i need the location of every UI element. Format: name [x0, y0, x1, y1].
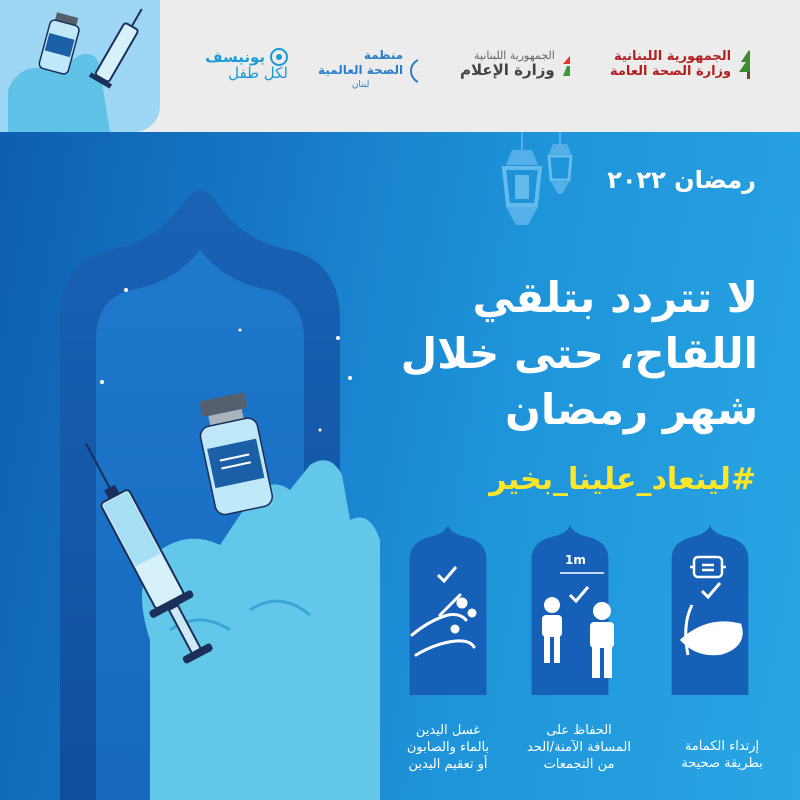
who-emblem-icon — [409, 57, 418, 85]
tip-hands-line1: غسل اليدين — [415, 723, 481, 738]
hashtag: #لينعاد_علينا_بخير — [489, 462, 756, 497]
unicef-logo-line2: لكل طفل — [228, 64, 288, 82]
lantern-big — [504, 132, 540, 225]
mask-panel — [672, 525, 749, 695]
tips-panels — [400, 525, 780, 725]
corner-syringe-icon — [0, 0, 160, 132]
distance-label: 1m — [565, 553, 586, 567]
vial — [193, 391, 274, 517]
tip-mask-line2: بطريقة صحيحة — [681, 756, 763, 771]
vaccine-illustration — [80, 380, 380, 800]
unicef-logo-line1: يونيسف — [205, 47, 265, 66]
moph-logo — [610, 48, 750, 80]
lantern-small — [549, 132, 571, 194]
glove-hand — [142, 460, 380, 800]
tip-caption-mask — [672, 738, 772, 772]
info-logo-line2: وزارة الإعلام — [460, 61, 555, 79]
moph-logo-line1: الجمهورية اللبنانية — [613, 49, 732, 64]
who-logo-line3: لبنان — [351, 80, 370, 90]
distance-panel — [532, 525, 614, 695]
tip-caption-hands — [392, 722, 504, 773]
information-ministry-icon — [561, 48, 570, 78]
tip-hands-line3: أو تعقيم اليدين — [408, 757, 488, 772]
tip-distance-line3: من التجمعات — [543, 757, 615, 772]
corner-illustration — [0, 0, 160, 132]
headline-line3: شهر رمضان — [505, 385, 758, 434]
hands-panel — [410, 525, 487, 695]
who-logo-line1: منظمة — [363, 48, 404, 62]
tip-distance-line2: المسافة الآمنة/الحد — [526, 740, 631, 755]
tip-caption-distance — [520, 722, 638, 773]
headline — [338, 270, 758, 438]
info-logo-line1: الجمهورية اللبنانية — [474, 49, 555, 62]
tip-distance-line1: الحفاظ على — [546, 723, 612, 738]
who-logo — [318, 48, 418, 93]
moph-logo-line2: وزارة الصحة العامة — [610, 64, 732, 79]
headline-line2: اللقاح، حتى خلال — [400, 329, 758, 378]
ramadan-year: رمضان ٢٠٢٢ — [607, 166, 756, 194]
who-logo-line2: الصحة العالمية — [318, 63, 404, 77]
headline-line1: لا تتردد بتلقي — [472, 273, 758, 322]
tip-mask-line1: إرتداء الكمامة — [684, 739, 760, 754]
tip-hands-line2: بالماء والصابون — [406, 740, 490, 755]
unicef-logo — [196, 48, 288, 81]
cedar-icon — [737, 48, 750, 80]
information-ministry-logo — [460, 48, 570, 78]
